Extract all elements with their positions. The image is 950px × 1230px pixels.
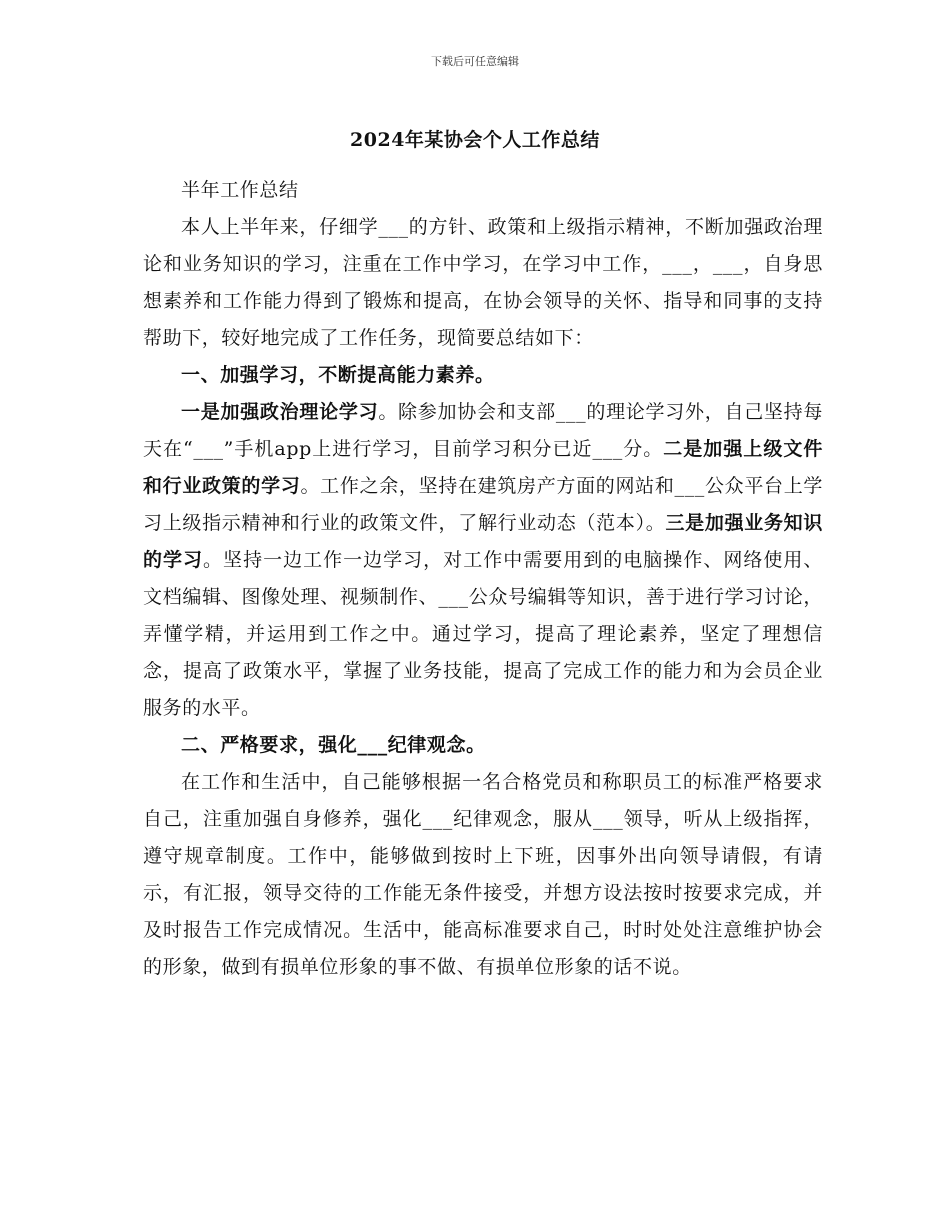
section2-heading: 二、严格要求，强化___纪律观念。 <box>181 734 486 756</box>
section1-paragraph <box>143 394 823 727</box>
subtitle: 半年工作总结 <box>181 179 299 201</box>
intro-paragraph: 本人上半年来，仔细学___的方针、政策和上级指示精神，不断加强政治理论和业务知识的学习，注重在工作中学习，在学习中工作，___，___，自身思想素养和工作能力得到了锻炼和提高，在协会领导的关怀、指导和同事的支持帮助下，较好地完成了工作任务，现简要总结如下： <box>143 216 823 349</box>
item3-text: 。坚持一边工作一边学习，对工作中需要用到的电脑操作、网络使用、文档编辑、图像处理、视频制作、___公众号编辑等知识，善于进行学习讨论，弄懂学精，并运用到工作之中。通过学习，提高了理论素养，坚定了理想信念，提高了政策水平，掌握了业务技能，提高了完成工作的能力和为会员企业服务的水平。 <box>143 549 823 719</box>
document-title: 2024年某协会个人工作总结 <box>350 129 600 151</box>
item1-text: 。除参加协会和支部___的理论学习外，自己坚持每天在“___”手机app上进行学习，目前学习积分已近___分。 <box>143 401 823 460</box>
item2-text: 。工作之余，坚持在建筑房产方面的网站和___公众平台上学习上级指示精神和行业的政策文件，了解行业动态（范本）。 <box>143 475 823 534</box>
item1-title: 一是加强政治理论学习 <box>181 401 379 423</box>
header-note: 下载后可任意编辑 <box>431 55 519 68</box>
section2-paragraph: 在工作和生活中，自己能够根据一名合格党员和称职员工的标准严格要求自己，注重加强自身修养，强化___纪律观念，服从___领导，听从上级指挥，遵守规章制度。工作中，能够做到按时上下班，因事外出向领导请假，有请示，有汇报，领导交待的工作能无条件接受，并想方设法按时按要求完成，并及时报告工作完成情况。生活中，能高标准要求自己，时时处处注意维护协会的形象，做到有损单位形象的事不做、有损单位形象的话不说。 <box>143 771 823 978</box>
item2-title: 二是加强上级文件和行业政策的学习 <box>143 438 823 497</box>
document-body <box>143 172 823 986</box>
item3-title: 三是加强业务知识的学习 <box>143 512 823 571</box>
section1-heading: 一、加强学习，不断提高能力素养。 <box>181 364 495 386</box>
